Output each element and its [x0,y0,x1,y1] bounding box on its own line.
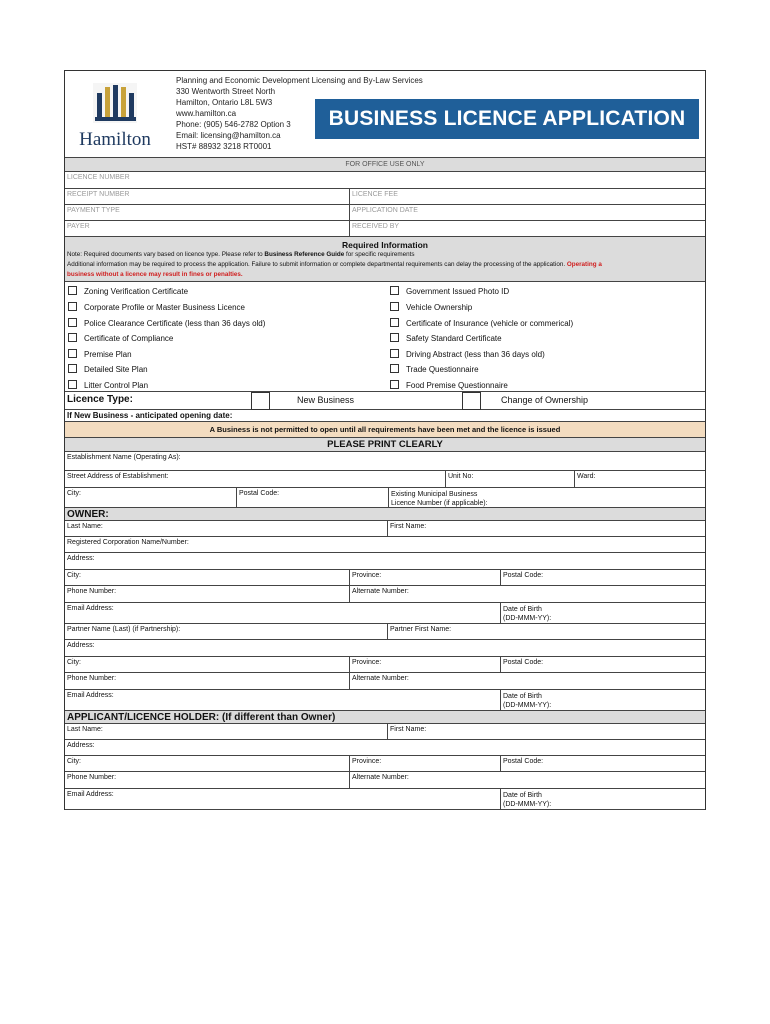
establishment-name-field[interactable]: Establishment Name (Operating As): [67,454,181,461]
address-line: www.hamilton.ca [176,109,237,118]
checkbox[interactable] [68,333,77,342]
new-business-checkbox[interactable] [251,392,270,410]
checkbox[interactable] [68,380,77,389]
checklist-item[interactable]: Certificate of Compliance [68,333,173,343]
applicant-row [65,772,705,789]
office-row [65,172,705,189]
owner-first-name-field[interactable]: First Name: [387,521,705,536]
address-line: 330 Wentworth Street North [176,87,276,96]
establishment-row [65,471,705,488]
owner-row [65,624,705,640]
application-date-field[interactable]: APPLICATION DATE [349,205,705,220]
applicant-address-field[interactable]: Address: [67,742,95,749]
print-clearly-heading: PLEASE PRINT CLEARLY [65,438,705,452]
licence-type-row [65,392,705,410]
new-business-label: New Business [297,395,355,405]
permit-notice: A Business is not permitted to open until all requirements have been met and the licence is issued [65,422,705,438]
applicant-email-field[interactable]: Email Address: [67,791,114,798]
checklist-item[interactable]: Police Clearance Certificate (less than 36 days old) [68,318,265,328]
postal-code-field[interactable]: Postal Code: [236,488,388,507]
owner-city-field[interactable]: City: [67,572,81,579]
partner-date-of-birth-field[interactable]: Date of Birth (DD-MMM-YY): [500,690,705,710]
existing-licence-number-field[interactable]: Existing Municipal Business Licence Number (if applicable): [388,488,705,507]
received-by-field[interactable]: RECEIVED BY [349,221,705,236]
form-header [65,71,705,158]
address-line: Planning and Economic Development Licensing and By-Law Services [176,76,423,85]
applicant-row [65,740,705,756]
receipt-number-field[interactable]: RECEIPT NUMBER [67,191,130,198]
checkbox[interactable] [390,333,399,342]
owner-row [65,690,705,711]
owner-row [65,553,705,570]
office-row [65,189,705,205]
partner-address-field[interactable]: Address: [67,642,95,649]
required-information-title: Required Information [342,240,428,250]
checklist-item[interactable]: Premise Plan [68,349,132,359]
applicant-province-field[interactable]: Province: [349,756,500,771]
partner-last-name-field[interactable]: Partner Name (Last) (if Partnership): [67,626,181,633]
applicant-first-name-field[interactable]: First Name: [387,724,705,739]
partner-city-field[interactable]: City: [67,659,81,666]
checkbox[interactable] [390,302,399,311]
checklist-item[interactable]: Food Premise Questionnaire [390,380,508,390]
owner-row [65,537,705,553]
checkbox[interactable] [68,318,77,327]
logo-wordmark: Hamilton [79,129,151,150]
opening-date-field[interactable]: If New Business - anticipated opening date: [65,410,705,422]
street-address-field[interactable]: Street Address of Establishment: [67,473,169,480]
owner-row [65,603,705,624]
partner-first-name-field[interactable]: Partner First Name: [387,624,705,639]
checklist-item[interactable]: Driving Abstract (less than 36 days old) [390,349,545,359]
applicant-date-of-birth-field[interactable]: Date of Birth (DD-MMM-YY): [500,789,705,809]
checkbox[interactable] [68,286,77,295]
checklist-item[interactable]: Zoning Verification Certificate [68,286,188,296]
checklist-item[interactable]: Safety Standard Certificate [390,333,502,343]
checkbox[interactable] [390,349,399,358]
owner-last-name-field[interactable]: Last Name: [67,523,103,530]
owner-row [65,640,705,657]
licence-number-field[interactable]: LICENCE NUMBER [67,174,130,181]
change-of-ownership-label: Change of Ownership [501,395,589,405]
partner-phone-field[interactable]: Phone Number: [67,675,117,682]
office-use-band: FOR OFFICE USE ONLY [65,158,705,172]
licence-fee-field[interactable]: LICENCE FEE [349,189,705,204]
establishment-row [65,488,705,508]
owner-section-heading: OWNER: [65,508,705,521]
crown-icon [69,79,161,129]
checkbox[interactable] [68,364,77,373]
checklist-item[interactable]: Trade Questionnaire [390,364,479,374]
registered-corporation-field[interactable]: Registered Corporation Name/Number: [67,539,189,546]
applicant-section-heading: APPLICANT/LICENCE HOLDER: (If different than Owner) [65,711,705,724]
checklist-item[interactable]: Certificate of Insurance (vehicle or commerical) [390,318,573,328]
address-line: Email: licensing@hamilton.ca [176,131,281,140]
checkbox[interactable] [390,380,399,389]
applicant-postal-code-field[interactable]: Postal Code: [500,756,705,771]
checklist-item[interactable]: Corporate Profile or Master Business Licence [68,302,245,312]
form-title: BUSINESS LICENCE APPLICATION [315,99,699,139]
checkbox[interactable] [390,286,399,295]
owner-province-field[interactable]: Province: [349,570,500,585]
partner-postal-code-field[interactable]: Postal Code: [500,657,705,672]
partner-alternate-number-field[interactable]: Alternate Number: [349,673,705,689]
payer-field[interactable]: PAYER [67,223,90,230]
applicant-city-field[interactable]: City: [67,758,81,765]
applicant-row [65,756,705,772]
checklist-item[interactable]: Vehicle Ownership [390,302,472,312]
checkbox[interactable] [68,349,77,358]
checkbox[interactable] [68,302,77,311]
office-row [65,205,705,221]
applicant-phone-field[interactable]: Phone Number: [67,774,117,781]
checklist-item[interactable]: Detailed Site Plan [68,364,148,374]
licence-type-label: Licence Type: [67,394,133,405]
checkbox[interactable] [390,364,399,373]
applicant-row [65,789,705,810]
checkbox[interactable] [390,318,399,327]
applicant-alternate-number-field[interactable]: Alternate Number: [349,772,705,788]
owner-row [65,673,705,690]
owner-address-field[interactable]: Address: [67,555,95,562]
partner-province-field[interactable]: Province: [349,657,500,672]
required-information-note: Note: Required documents vary based on licence type. Please refer to Business Reference Guide for specific requirements Additional information may be required to process the application. Failure to submit information or complete departmental requirements can delay the processing of the application. Operating a business without a licence may result in fines or penalties. [67,251,602,278]
change-of-ownership-checkbox[interactable] [462,392,481,410]
applicant-last-name-field[interactable]: Last Name: [67,726,103,733]
required-documents-checklist [65,282,705,392]
address-line: HST# 88932 3218 RT0001 [176,142,272,151]
owner-row [65,570,705,586]
owner-row [65,586,705,603]
ward-field[interactable]: Ward: [574,471,705,487]
address-line: Hamilton, Ontario L8L 5W3 [176,98,273,107]
owner-date-of-birth-field[interactable]: Date of Birth (DD-MMM-YY): [500,603,705,623]
required-information [65,237,705,282]
city-field[interactable]: City: [67,490,81,497]
owner-email-field[interactable]: Email Address: [67,605,114,612]
office-row [65,221,705,237]
city-of-hamilton-logo [69,79,161,151]
unit-number-field[interactable]: Unit No: [445,471,574,487]
address-line: Phone: (905) 546-2782 Option 3 [176,120,291,129]
owner-row [65,657,705,673]
establishment-row [65,452,705,471]
checklist-item[interactable]: Government Issued Photo ID [390,286,509,296]
owner-phone-field[interactable]: Phone Number: [67,588,117,595]
owner-postal-code-field[interactable]: Postal Code: [500,570,705,585]
checklist-item[interactable]: Litter Control Plan [68,380,148,390]
payment-type-field[interactable]: PAYMENT TYPE [67,207,120,214]
owner-row [65,521,705,537]
applicant-row [65,724,705,740]
partner-email-field[interactable]: Email Address: [67,692,114,699]
owner-alternate-number-field[interactable]: Alternate Number: [349,586,705,602]
licence-application-form [64,70,706,810]
